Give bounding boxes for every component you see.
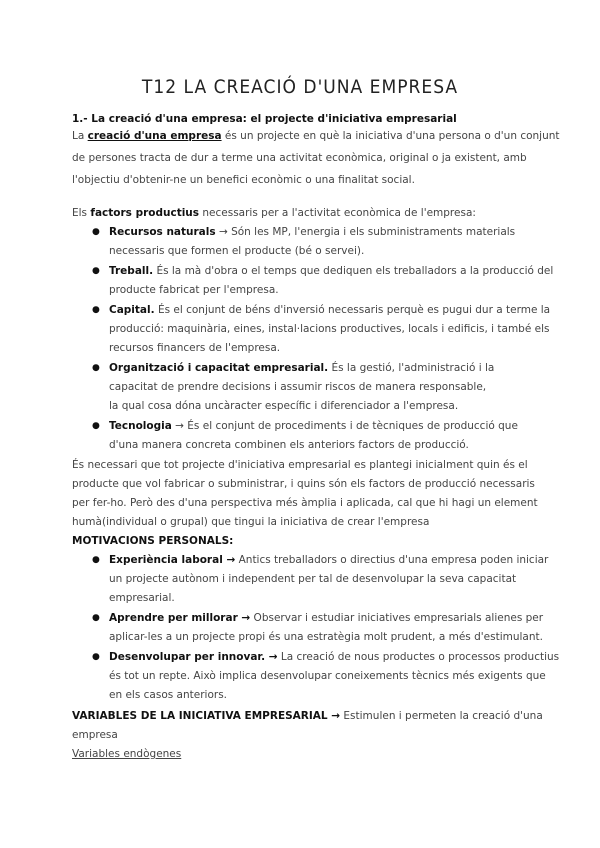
section-heading: 1.- La creació d'una empresa: el projecte d'iniciativa empresarial — [72, 113, 457, 125]
motivacio-item-1-cont-2: empresarial. — [109, 592, 175, 604]
factor-term: Treball. — [109, 265, 154, 277]
factor-item-1-cont: necessaris que formen el producte (bé o servei). — [109, 245, 365, 257]
factors-term: factors productius — [90, 207, 200, 219]
factor-item-5-cont: d'una manera concreta combinen els anteriors factors de producció. — [109, 439, 469, 451]
motivacio-item-3-cont-2: en els casos anteriors. — [109, 689, 227, 701]
intro-term: creació d'una empresa — [87, 130, 222, 142]
factors-intro-post: necessaris per a l'activitat econòmica de l'empresa: — [199, 207, 476, 219]
bullet-icon: ● — [92, 227, 100, 237]
motivacio-text: La creació de nous productes o processos productius — [277, 651, 560, 663]
motivacio-item-2 — [109, 611, 543, 625]
factors-intro-pre: Els — [72, 207, 91, 219]
paragraph2-line-4: humà(individual o grupal) que tingui la iniciativa de crear l'empresa — [72, 516, 430, 528]
motivacio-item-1 — [109, 553, 548, 567]
motivacio-item-3-cont-1: és tot un repte. Això implica desenvolupar coneixements tècnics més exigents que — [109, 670, 546, 682]
variables-line-2: empresa — [72, 729, 118, 741]
motivacio-term: Desenvolupar per innovar. → — [109, 651, 278, 663]
bullet-icon: ● — [92, 613, 100, 623]
motivacio-term: Aprendre per millorar → — [109, 612, 251, 624]
factor-item-3-cont-1: producció: maquinària, eines, instal·lacions productives, locals i edificis, i també els — [109, 323, 550, 335]
motivacio-item-2-cont: aplicar-les a un projecte propi és una estratègia molt prudent, a més d'estimulant. — [109, 631, 543, 643]
bullet-icon: ● — [92, 266, 100, 276]
intro-line-2: de persones tracta de dur a terme una activitat econòmica, original o ja existent, amb — [72, 152, 527, 164]
paragraph2-line-1: És necessari que tot projecte d'iniciativa empresarial es plantegi inicialment quin és el — [72, 459, 528, 471]
factor-item-3-cont-2: recursos financers de l'empresa. — [109, 342, 281, 354]
intro-line-1 — [72, 129, 560, 143]
page-title: T12 LA CREACIÓ D'UNA EMPRESA — [141, 76, 459, 98]
motivacio-text: Antics treballadors o directius d'una empresa poden iniciar — [235, 554, 549, 566]
motivacio-term: Experiència laboral → — [109, 554, 236, 566]
bullet-icon: ● — [92, 421, 100, 431]
factor-item-3 — [109, 303, 550, 317]
variables-text: Estimulen i permeten la creació d'una — [340, 710, 543, 722]
factor-term: Recursos naturals — [109, 226, 216, 238]
intro-pre: La — [72, 130, 85, 142]
factor-item-2-cont: producte fabricat per l'empresa. — [109, 284, 279, 296]
factor-term: Capital. — [109, 304, 155, 316]
factor-item-5 — [109, 419, 518, 433]
bullet-icon: ● — [92, 555, 100, 565]
factor-item-4-cont-2: la qual cosa dóna uncàracter específic i diferenciador a l'empresa. — [109, 400, 459, 412]
intro-line-3: l'objectiu d'obtenir-ne un benefici econòmic o una finalitat social. — [72, 174, 415, 186]
factor-item-4-cont-1: capacitat de prendre decisions i assumir riscos de manera responsable, — [109, 381, 487, 393]
motivacio-item-1-cont-1: un projecte autònom i independent per tal de desenvolupar la seva capacitat — [109, 573, 517, 585]
variables-line-1 — [72, 709, 543, 723]
factor-term: Organització i capacitat empresarial. — [109, 362, 329, 374]
factor-text: → Són les MP, l'energia i els subministraments materials — [215, 226, 516, 238]
factor-text: És la mà d'obra o el temps que dediquen els treballadors a la producció del — [153, 265, 554, 277]
factor-item-1 — [109, 225, 515, 239]
factor-item-2 — [109, 264, 553, 278]
variables-heading: VARIABLES DE LA INICIATIVA EMPRESARIAL → — [72, 710, 341, 722]
intro-text-1: és un projecte en què la iniciativa d'una persona o d'un conjunt — [221, 130, 560, 142]
factor-item-4 — [109, 361, 494, 375]
factor-text: És la gestió, l'administració i la — [328, 362, 495, 374]
factor-term: Tecnologia — [109, 420, 172, 432]
bullet-icon: ● — [92, 652, 100, 662]
bullet-icon: ● — [92, 305, 100, 315]
motivacio-item-3 — [109, 650, 559, 664]
factor-text: És el conjunt de béns d'inversió necessaris perquè es pugui dur a terme la — [154, 304, 551, 316]
paragraph2-line-2: producte que vol fabricar o subministrar, i quins són els factors de producció necessaris — [72, 478, 535, 490]
variables-subheading: Variables endògenes — [72, 748, 182, 760]
paragraph2-line-3: per fer-ho. Però des d'una perspectiva més àmplia i aplicada, cal que hi hagi un element — [72, 497, 538, 509]
motivacions-heading: MOTIVACIONS PERSONALS: — [72, 535, 234, 547]
factors-intro — [72, 206, 476, 220]
motivacio-text: Observar i estudiar iniciatives empresarials alienes per — [250, 612, 544, 624]
factor-text: → És el conjunt de procediments i de tècniques de producció que — [171, 420, 518, 432]
bullet-icon: ● — [92, 363, 100, 373]
